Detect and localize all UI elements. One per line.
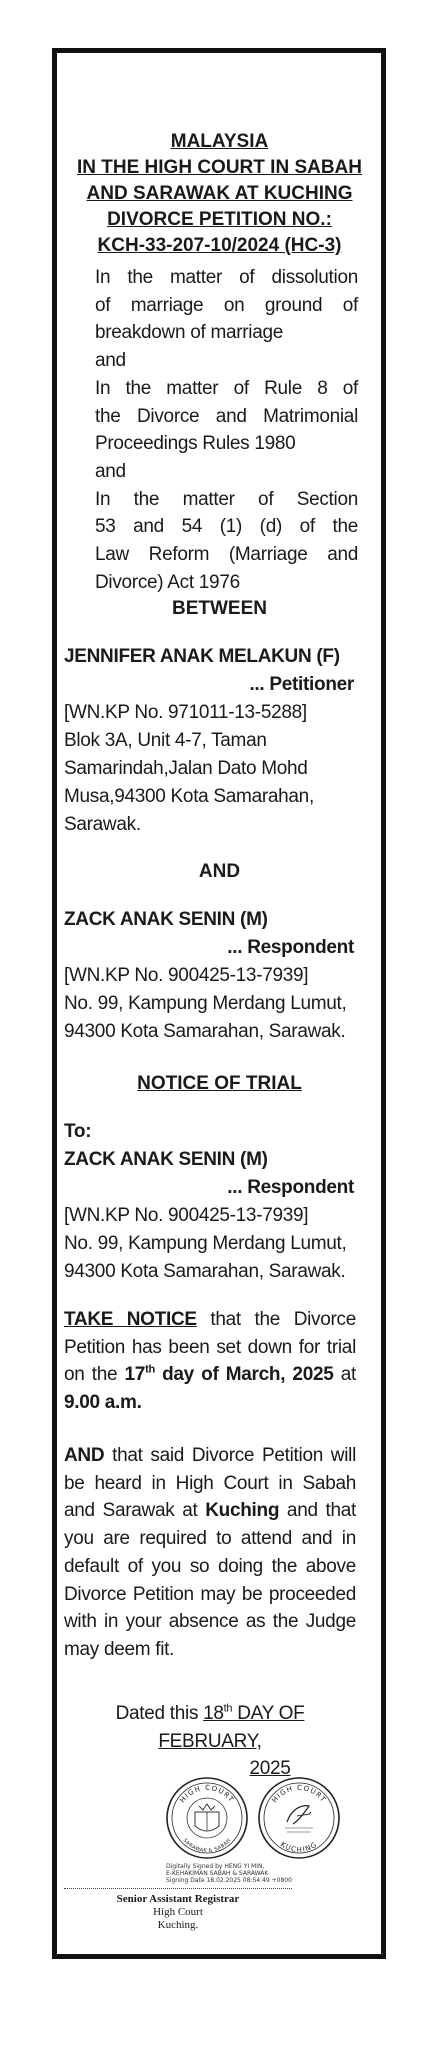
signatory-court: High Court (153, 1906, 203, 1918)
svg-text:HIGH COURT (270, 1784, 327, 1804)
petitioner-address-line: Blok 3A, Unit 4-7, Taman (64, 730, 267, 751)
matter-line: of marriage on ground of (95, 294, 358, 316)
dated-day: 18th DAY OF FEBRUARY, (158, 1702, 305, 1752)
recipient-role: ... Respondent (227, 1177, 354, 1198)
trial-time: 9.00 a.m. (64, 1392, 142, 1414)
notice-title: NOTICE OF TRIAL (137, 1073, 302, 1094)
recipient-address-line: 94300 Kota Samarahan, Sarawak. (64, 1261, 346, 1282)
petitioner-address-line: Samarindah,Jalan Dato Mohd (64, 758, 308, 779)
matter-line: Law Reform (Marriage and (95, 544, 358, 566)
signatory-title: Senior Assistant Registrar (116, 1893, 240, 1905)
heading-line: AND SARAWAK AT KUCHING (86, 183, 353, 204)
matter-line: 53 and 54 (1) (d) of the (95, 516, 358, 538)
hearing-paragraph: AND that said Divorce Petition will be heard in High Court in Sabah and Sarawak at Kuching and that you are required to attend and in default of you so doing the above Divorce Petition may be proceeded with in your absence as the Judge may deem fit. (64, 1445, 357, 1660)
dated-year: 2025 (249, 1758, 291, 1780)
matter-block (95, 264, 358, 596)
notice-line: Petition has been set down for trial (64, 1336, 356, 1358)
matter-line: Proceedings Rules 1980 (95, 433, 296, 455)
high-court-sabah-sarawak-seal (165, 1776, 249, 1860)
petitioner-ic: [WN.KP No. 971011-13-5288] (64, 702, 307, 723)
hearing-place: Kuching (205, 1500, 280, 1522)
to-label: To: (64, 1121, 92, 1142)
take-notice-paragraph: TAKE NOTICE that the Divorce Petition has been set down for trial on the 17th day of March, 2025 at 9.00 a.m. (64, 1306, 356, 1417)
respondent-ic: [WN.KP No. 900425-13-7939] (64, 965, 309, 986)
seal-left-bottom-text: SARAWAK & SABAH (181, 1837, 233, 1855)
recipient-ic: [WN.KP No. 900425-13-7939] (64, 1205, 309, 1226)
matter-line: In the matter of Section (95, 488, 358, 510)
signature-line (64, 1888, 292, 1889)
signatory-place: Kuching. (157, 1919, 199, 1931)
and-label: AND (198, 861, 241, 882)
respondent-address-line: No. 99, Kampung Merdang Lumut, (64, 993, 347, 1014)
matter-line: Divorce) Act 1976 (95, 571, 240, 593)
svg-text:HIGH COURT (178, 1784, 235, 1804)
matter-line: and (95, 350, 126, 372)
svg-text:KUCHING (279, 1840, 319, 1854)
heading-line: IN THE HIGH COURT IN SABAH (77, 157, 362, 178)
petitioner-role: ... Petitioner (249, 674, 354, 695)
petitioner-name: JENNIFER ANAK MELAKUN (F) (64, 646, 340, 667)
between-label: BETWEEN (172, 598, 267, 619)
recipient-name: ZACK ANAK SENIN (M) (64, 1149, 268, 1170)
dated-line: Dated this 18th DAY OF FEBRUARY, 2025 (115, 1702, 305, 1780)
case-number: KCH-33-207-10/2024 (HC-3) (97, 235, 342, 256)
respondent-role: ... Respondent (227, 937, 354, 958)
petitioner-address-line: Sarawak. (64, 814, 141, 835)
matter-line: breakdown of marriage (95, 322, 284, 344)
matter-line: and (95, 460, 126, 482)
seal-right-top-text: HIGH COURT (270, 1783, 328, 1805)
high-court-kuching-seal (257, 1776, 341, 1860)
respondent-name: ZACK ANAK SENIN (M) (64, 909, 268, 930)
respondent-block (64, 906, 364, 1046)
matter-line: the Divorce and Matrimonial (95, 405, 358, 427)
recipient-address-line: No. 99, Kampung Merdang Lumut, (64, 1233, 347, 1254)
heading-line: MALAYSIA (170, 131, 269, 152)
signatory-block (64, 1893, 292, 1932)
seal-left-top-text: HIGH COURT (178, 1783, 236, 1805)
matter-line: In the matter of Rule 8 of (95, 377, 358, 399)
matter-line: In the matter of dissolution (95, 267, 358, 288)
respondent-address-line: 94300 Kota Samarahan, Sarawak. (64, 1021, 346, 1042)
heading-line: DIVORCE PETITION NO.: (107, 209, 332, 230)
recipient-block (64, 1118, 364, 1286)
digital-signature-text: Digitally Signed by HENG YI MIN, E-KEHAKIMAN SABAH & SARAWAK Signing Date 18.02.2025 08:54:49 +0800 (166, 1863, 292, 1884)
take-notice-label: TAKE NOTICE (64, 1309, 197, 1330)
svg-text:SARAWAK & SABAH (182, 1838, 233, 1854)
trial-month: day of March, 2025 (154, 1364, 334, 1386)
petitioner-block (64, 643, 364, 839)
petitioner-address-line: Musa,94300 Kota Samarahan, (64, 786, 314, 807)
seal-right-bottom-text: KUCHING (278, 1840, 320, 1855)
trial-day: 17 (124, 1364, 146, 1386)
